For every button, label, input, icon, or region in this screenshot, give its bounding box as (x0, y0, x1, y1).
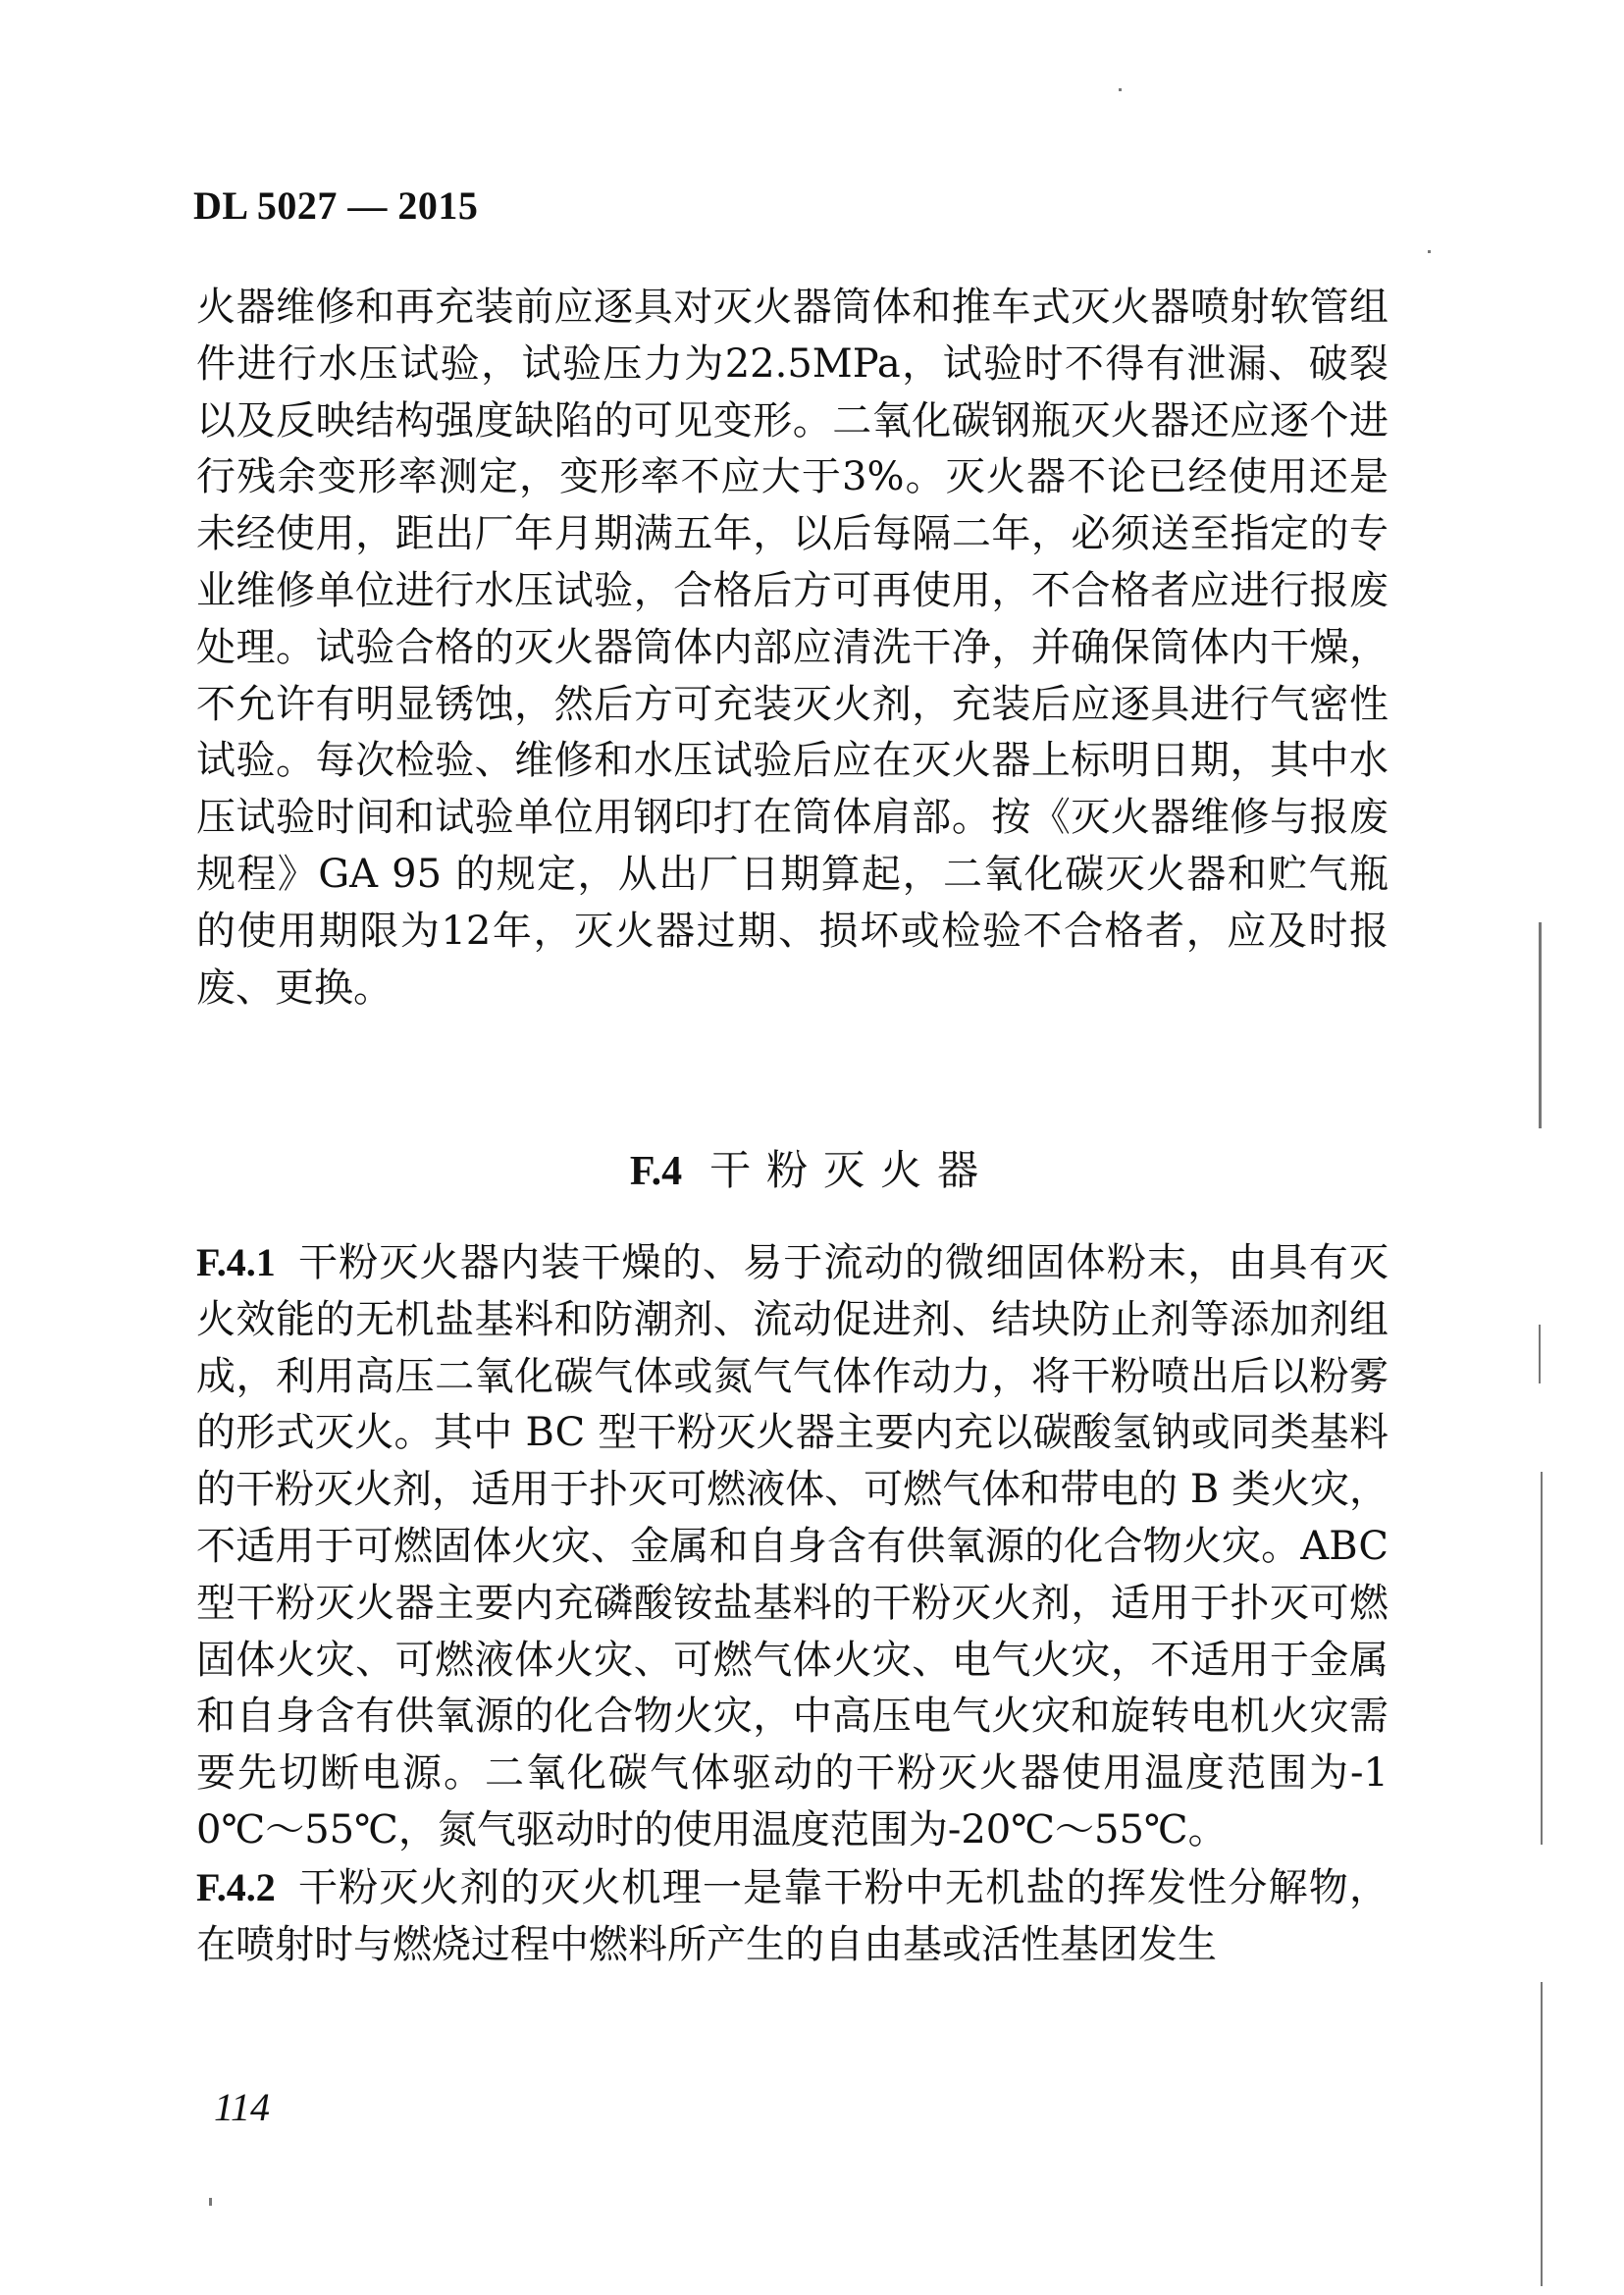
clause-text: 干粉灭火剂的灭火机理一是靠干粉中无机盐的挥发性分解物，在喷射时与燃烧过程中燃料所产生的自由基或活性基团发生 (196, 1864, 1388, 1967)
clause-paragraph (196, 1234, 1388, 1859)
scan-artifact-line (1539, 922, 1542, 1128)
section-title-text: 干粉灭火器 (709, 1146, 995, 1194)
scan-artifact-dot (1119, 88, 1122, 91)
section-heading (0, 1138, 1624, 1197)
clause-number: F.4.2 (196, 1864, 276, 1909)
scan-artifact-dot (209, 2198, 212, 2206)
clauses-block (196, 1234, 1388, 1973)
scan-artifact-line (1541, 1472, 1543, 1845)
standard-number-header: DL 5027 — 2015 (193, 183, 479, 228)
scan-artifact-dot (1428, 250, 1431, 253)
clause-text: 干粉灭火器内装干燥的、易于流动的微细固体粉末，由具有灭火效能的无机盐基料和防潮剂、流动促进剂、结块防止剂等添加剂组成，利用高压二氧化碳气体或氮气气体作动力，将干粉喷出后以粉雾的形式灭火。其中 BC 型干粉灭火器主要内充以碳酸氢钠或同类基料的干粉灭火剂，适用于扑灭可燃液体、可燃气体和带电的 B 类火灾，不适用于可燃固体火灾、金属和自身含有供氧源的化合物火灾。ABC 型干粉灭火器主要内充磷酸铵盐基料的干粉灭火剂，适用于扑灭可燃固体火灾、可燃液体火灾、可燃气体火灾、电气火灾，不适用于金属和自身含有供氧源的化合物火灾，中高压电气火灾和旋转电机火灾需要先切断电源。二氧化碳气体驱动的干粉灭火器使用温度范围为-10℃～55℃，氮气驱动时的使用温度范围为-20℃～55℃。 (196, 1240, 1388, 1852)
scan-artifact-line (1541, 1982, 1543, 2286)
clause-number: F.4.1 (196, 1240, 276, 1284)
continuation-paragraph-block (196, 280, 1388, 1017)
section-number: F.4 (629, 1149, 683, 1194)
page-number: 114 (214, 2085, 271, 2129)
clause-paragraph (196, 1859, 1388, 1974)
continuation-paragraph: 火器维修和再充装前应逐具对灭火器筒体和推车式灭火器喷射软管组件进行水压试验，试验压力为22.5MPa，试验时不得有泄漏、破裂以及反映结构强度缺陷的可见变形。二氧化碳钢瓶灭火器还应逐个进行残余变形率测定，变形率不应大于3%。灭火器不论已经使用还是未经使用，距出厂年月期满五年，以后每隔二年，必须送至指定的专业维修单位进行水压试验，合格后方可再使用，不合格者应进行报废处理。试验合格的灭火器筒体内部应清洗干净，并确保筒体内干燥，不允许有明显锈蚀，然后方可充装灭火剂，充装后应逐具进行气密性试验。每次检验、维修和水压试验后应在灭火器上标明日期，其中水压试验时间和试验单位用钢印打在筒体肩部。按《灭火器维修与报废规程》GA 95 的规定，从出厂日期算起，二氧化碳灭火器和贮气瓶的使用期限为12年，灭火器过期、损坏或检验不合格者，应及时报废、更换。 (196, 285, 1388, 1011)
scan-artifact-line (1539, 1325, 1541, 1383)
